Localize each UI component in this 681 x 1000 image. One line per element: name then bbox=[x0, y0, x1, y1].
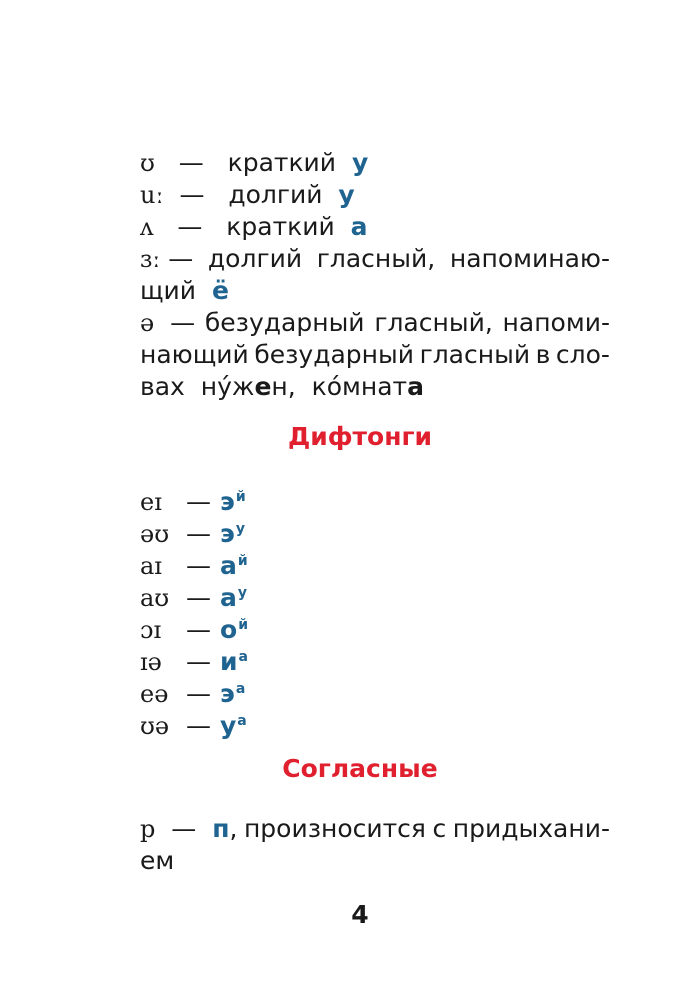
russian-letter: а bbox=[350, 212, 368, 241]
ipa-symbol: ʊ bbox=[140, 149, 155, 177]
diphthong-row bbox=[140, 544, 248, 578]
example-word-nuzhen: ну́жен, bbox=[200, 372, 296, 401]
ipa-symbol: ʌ bbox=[140, 213, 154, 241]
vowel-row-schwa-line3 bbox=[140, 370, 424, 404]
dash: — bbox=[186, 615, 211, 644]
page-number: 4 bbox=[351, 900, 369, 929]
dash: — bbox=[186, 551, 211, 580]
word: сло- bbox=[555, 340, 610, 369]
dash: — bbox=[186, 647, 211, 676]
ipa-symbol: aɪ bbox=[140, 552, 162, 580]
vowel-description: краткий bbox=[226, 212, 335, 241]
diphthong-row bbox=[140, 608, 248, 642]
vowel-row-short-a bbox=[140, 210, 368, 244]
russian-letter: $э^у$ bbox=[220, 519, 245, 548]
ipa-symbol: uː bbox=[140, 181, 164, 209]
example-word-komnata: ко́мната bbox=[311, 372, 424, 401]
ipa-symbol: ʊə bbox=[140, 712, 170, 740]
word: безударный bbox=[254, 340, 415, 369]
diphthong-row bbox=[140, 576, 247, 610]
word: с bbox=[432, 814, 447, 843]
russian-letter: $о^й$ bbox=[220, 615, 248, 644]
dash: — bbox=[179, 180, 205, 209]
russian-letter: у bbox=[351, 148, 369, 177]
russian-letter: ё bbox=[211, 276, 229, 305]
dash: — bbox=[178, 148, 204, 177]
word: напоми- bbox=[502, 308, 610, 337]
diphthong-row bbox=[140, 480, 246, 514]
vowel-row-long-er-line1 bbox=[140, 242, 610, 276]
ipa-symbol: aʊ bbox=[140, 584, 170, 612]
consonant-row-p-line1 bbox=[140, 812, 610, 846]
russian-letter: $у^а$ bbox=[220, 711, 247, 740]
ipa-symbol: əʊ bbox=[140, 520, 170, 548]
dash: — bbox=[186, 711, 211, 740]
diphthong-row bbox=[140, 704, 247, 738]
word: произносится bbox=[243, 814, 426, 843]
russian-letter: $э^й$ bbox=[220, 487, 246, 516]
word: щий bbox=[140, 276, 197, 305]
dash: — bbox=[186, 583, 211, 612]
dash: — bbox=[186, 519, 211, 548]
vowel-row-schwa-line1 bbox=[140, 306, 610, 340]
word: гласный, bbox=[316, 244, 436, 273]
word: придыхани- bbox=[452, 814, 610, 843]
ipa-symbol: ɪə bbox=[140, 648, 162, 676]
russian-letter: $а^й$ bbox=[220, 551, 248, 580]
russian-letter: $э^а$ bbox=[220, 679, 246, 708]
word: долгий bbox=[207, 244, 303, 273]
russian-letter: $а^у$ bbox=[220, 583, 248, 612]
word: напоминаю- bbox=[449, 244, 610, 273]
word: вах bbox=[140, 372, 185, 401]
ipa-with-letter: p — п, bbox=[140, 814, 238, 843]
vowel-row-short-u bbox=[140, 146, 368, 180]
word: в bbox=[535, 340, 551, 369]
russian-letter: у bbox=[338, 180, 355, 209]
diphthongs-heading: Дифтонги bbox=[287, 422, 433, 451]
dash: — bbox=[177, 212, 203, 241]
ipa-symbol: eə bbox=[140, 680, 169, 708]
russian-letter: $и^а$ bbox=[220, 647, 248, 676]
word: нающий bbox=[140, 340, 249, 369]
ipa-with-dash: ɜː — bbox=[140, 244, 194, 273]
vowel-row-long-u bbox=[140, 178, 355, 212]
dash: — bbox=[186, 487, 211, 516]
consonants-heading: Согласные bbox=[282, 754, 438, 783]
word: безударный bbox=[204, 308, 365, 337]
vowel-description: краткий bbox=[227, 148, 337, 177]
diphthong-row bbox=[140, 640, 248, 674]
diphthong-row bbox=[140, 512, 245, 546]
vowel-row-schwa-line2 bbox=[140, 338, 610, 372]
ipa-with-dash: ə — bbox=[140, 308, 196, 337]
consonant-row-p-line2 bbox=[140, 844, 174, 878]
ipa-symbol: ɔɪ bbox=[140, 616, 162, 644]
diphthong-row bbox=[140, 672, 245, 706]
vowel-description: долгий bbox=[228, 180, 323, 209]
word: гласный, bbox=[374, 308, 493, 337]
dash: — bbox=[186, 679, 211, 708]
ipa-symbol: eɪ bbox=[140, 488, 162, 516]
word: ем bbox=[140, 846, 175, 875]
word: гласный bbox=[419, 340, 531, 369]
vowel-row-long-er-line2 bbox=[140, 274, 229, 308]
